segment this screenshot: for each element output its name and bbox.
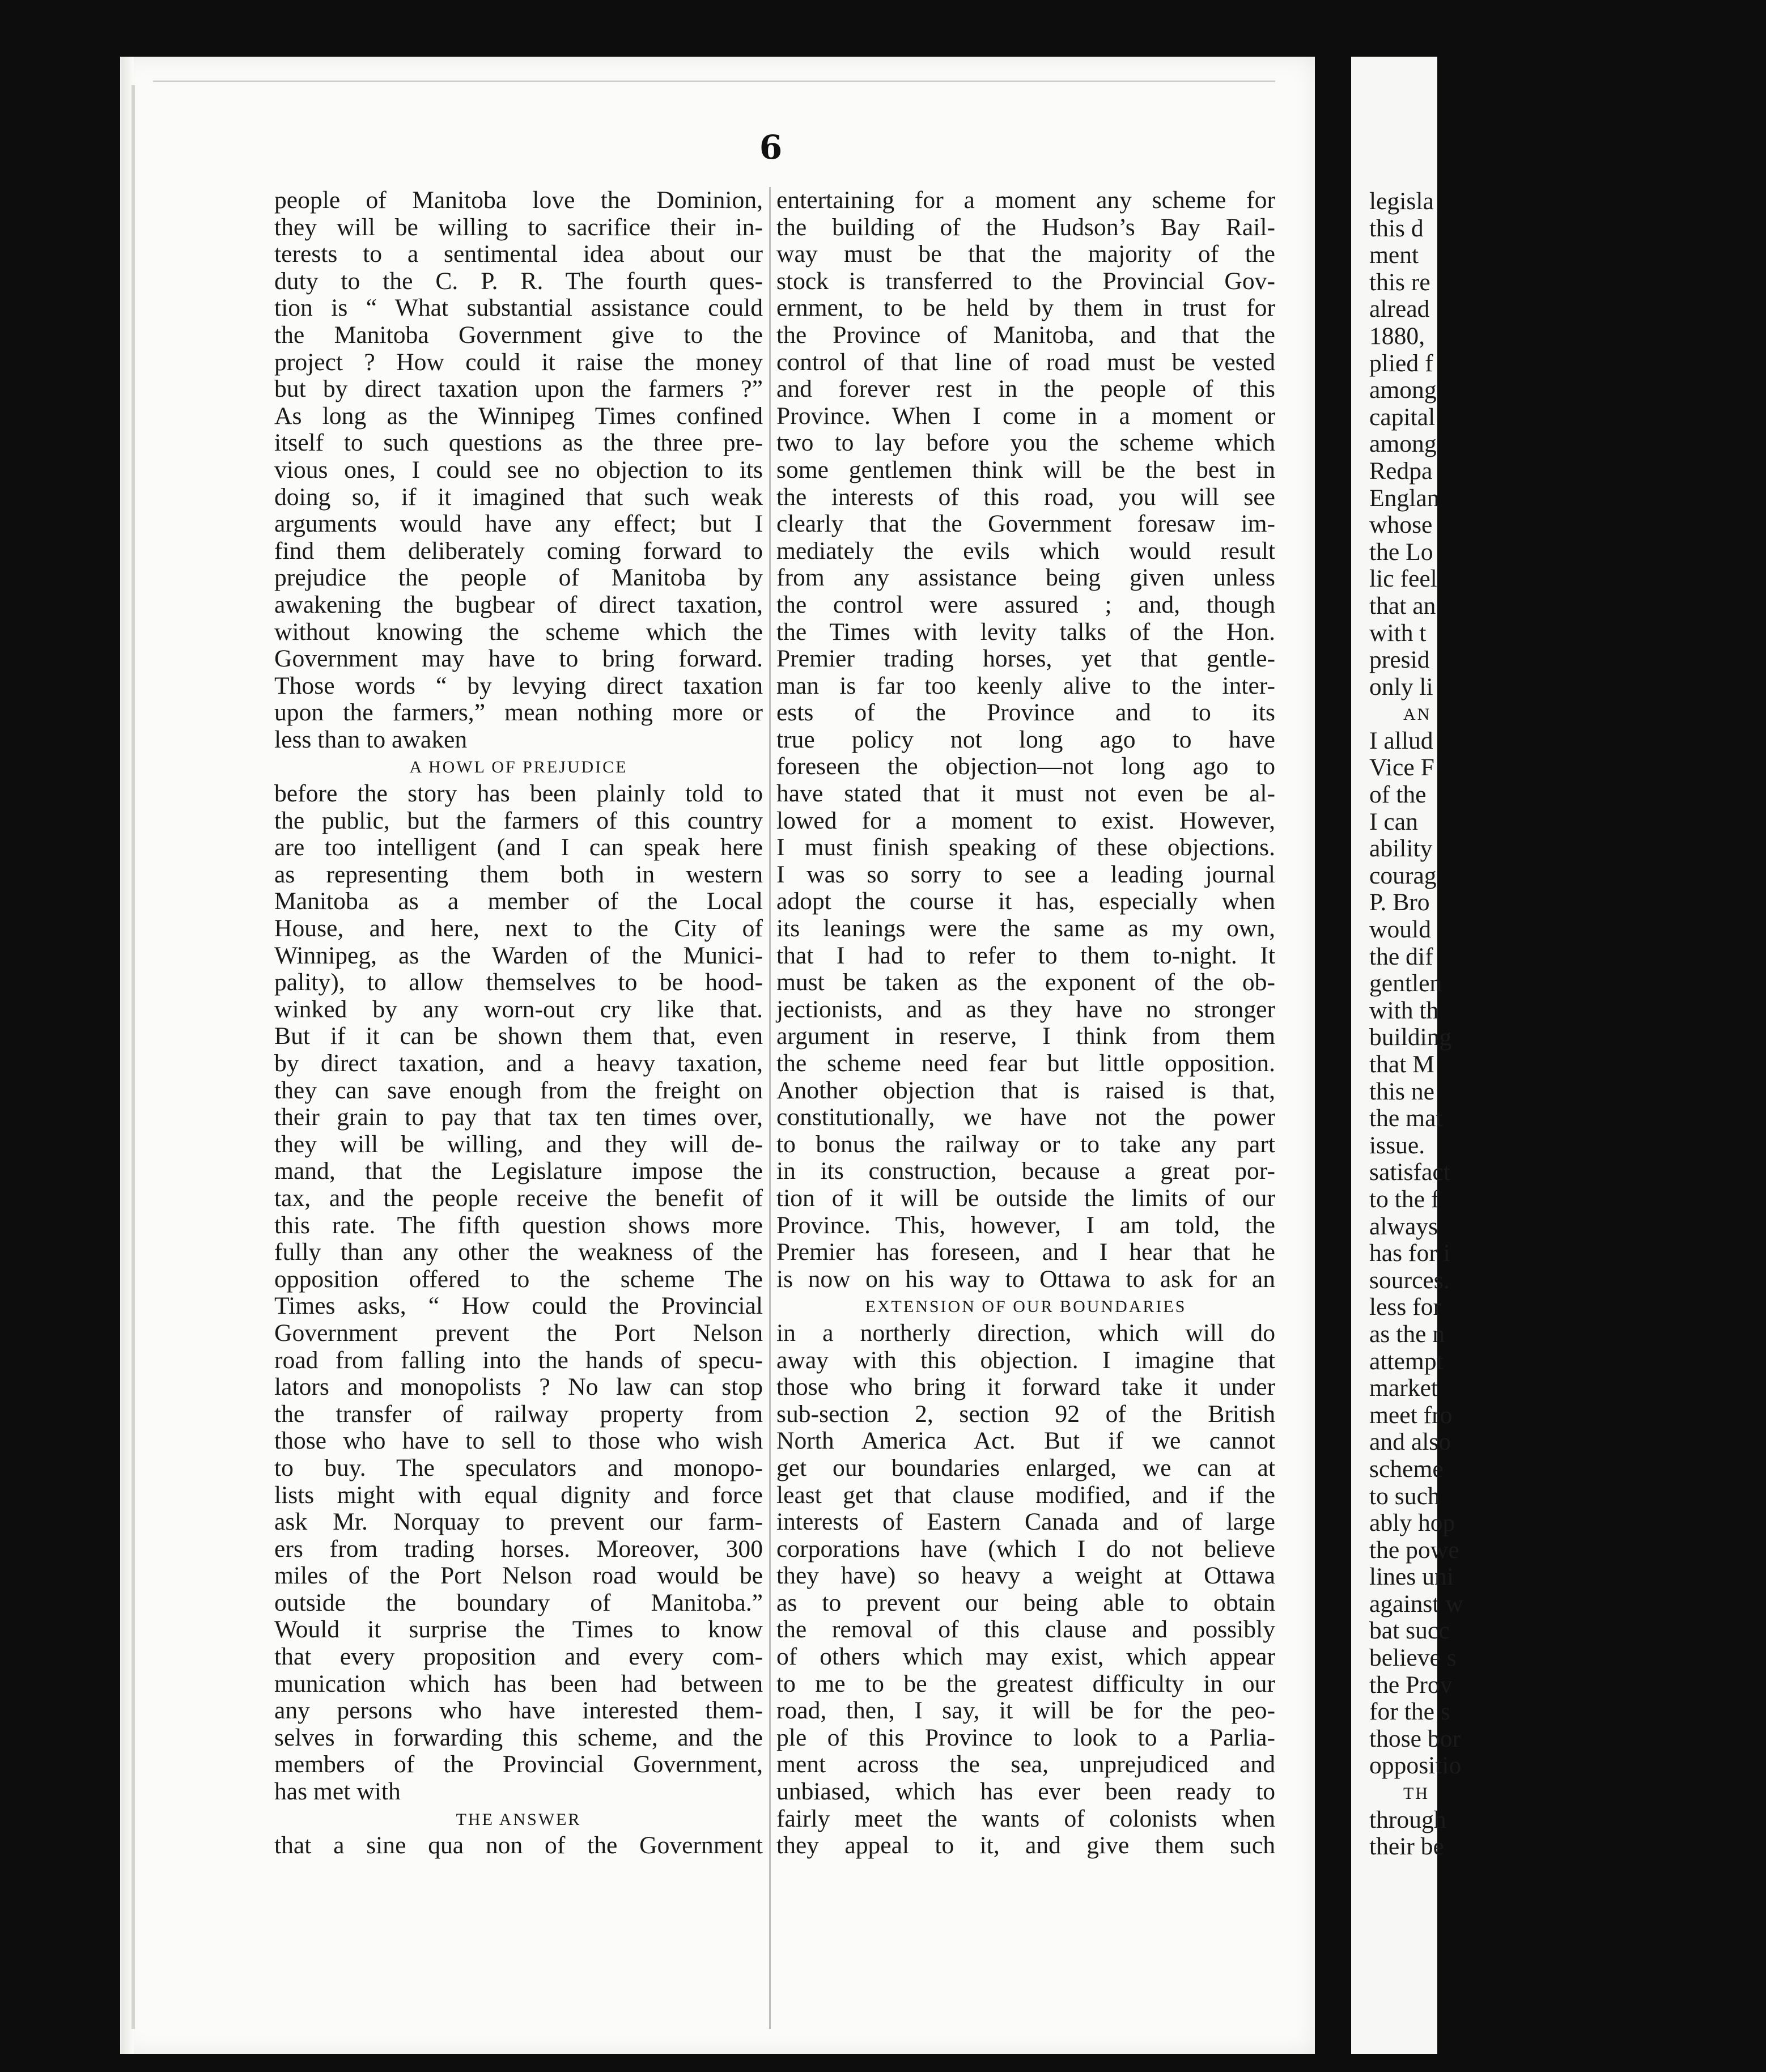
text-line: project ? How could it raise the money (274, 348, 763, 376)
text-line: itself to such questions as the three pre- (274, 429, 763, 457)
text-line: are too intelligent (and I can speak here (274, 834, 763, 861)
text-line: they will be willing, and they will de- (274, 1130, 763, 1158)
page-number: 6 (759, 128, 783, 167)
text-line: opposition offered to the scheme The (274, 1265, 763, 1293)
text-line: Winnipeg, as the Warden of the Munici- (274, 941, 763, 969)
section-heading: THE ANSWER (456, 1810, 581, 1829)
text-line: from any assistance being given unless (776, 564, 1275, 592)
text-line: doing so, if it imagined that such weak (274, 483, 763, 511)
text-line: miles of the Port Nelson road would be (274, 1562, 763, 1590)
text-line: mediately the evils which would result (776, 537, 1275, 564)
text-line: to buy. The speculators and monopo- (274, 1454, 763, 1481)
text-line: tion of it will be outside the limits of our (776, 1184, 1275, 1212)
text-line: the dif (1369, 942, 1433, 970)
text-line: I must finish speaking of these objections. (776, 834, 1275, 861)
text-line: ment across the sea, unprejudiced and (776, 1751, 1275, 1778)
text-line: always (1369, 1212, 1438, 1240)
text-line: to the f (1369, 1185, 1440, 1213)
text-line: road from falling into the hands of specu- (274, 1346, 763, 1374)
text-line: Government may have to bring forward. (274, 645, 763, 673)
column-divider (769, 187, 771, 2029)
text-line: plied f (1369, 349, 1433, 377)
text-line: members of the Provincial Government, (274, 1751, 763, 1778)
text-line: its leanings were the same as my own, (776, 915, 1275, 942)
text-line: issue. (1369, 1131, 1425, 1159)
text-line: has for i (1369, 1239, 1450, 1267)
text-line: get our boundaries enlarged, we can at (776, 1454, 1275, 1481)
text-line: I was so sorry to see a leading journal (776, 860, 1275, 888)
text-line: Those words “ by levying direct taxation (274, 672, 763, 699)
text-line: adopt the course it has, especially when (776, 888, 1275, 915)
text-line: as the n (1369, 1320, 1445, 1348)
text-line: would (1369, 916, 1431, 944)
text-line: away with this objection. I imagine that (776, 1346, 1275, 1374)
text-line: two to lay before you the scheme which (776, 429, 1275, 457)
text-line: P. Bro (1369, 889, 1430, 916)
text-line: the removal of this clause and possibly (776, 1616, 1275, 1644)
text-line: the transfer of railway property from (274, 1400, 763, 1428)
text-line: upon the farmers,” mean nothing more or (274, 699, 763, 727)
text-line: Province. When I come in a moment or (776, 402, 1275, 430)
text-line: lists might with equal dignity and force (274, 1481, 763, 1509)
text-line: in its construction, because a great por- (776, 1157, 1275, 1185)
text-line: this rate. The fifth question shows more (274, 1211, 763, 1239)
text-line: duty to the C. P. R. The fourth ques- (274, 267, 763, 295)
text-line: the control were assured ; and, though (776, 591, 1275, 618)
text-line: to bonus the railway or to take any part (776, 1130, 1275, 1158)
text-line: sources. (1369, 1266, 1450, 1294)
text-line: oppositio (1369, 1752, 1462, 1780)
text-line: lators and monopolists ? No law can stop (274, 1373, 763, 1401)
text-line: have stated that it must not even be al- (776, 780, 1275, 808)
text-column-2 (776, 187, 1275, 1859)
text-line: that every proposition and every com- (274, 1643, 763, 1671)
text-line: scheme (1369, 1455, 1444, 1483)
text-line: ernment, to be held by them in trust for (776, 294, 1275, 322)
text-line: prejudice the people of Manitoba by (274, 564, 763, 592)
text-line: ests of the Province and to its (776, 699, 1275, 727)
text-line: among (1369, 376, 1437, 404)
text-line: that an (1369, 592, 1436, 619)
section-heading: EXTENSION OF OUR BOUNDARIES (865, 1297, 1187, 1317)
text-line: control of that line of road must be vested (776, 348, 1275, 376)
text-line: the Lo (1369, 538, 1433, 566)
text-line: fully than any other the weakness of the (274, 1238, 763, 1266)
text-line: those bor (1369, 1725, 1461, 1752)
text-line: I allud (1369, 727, 1433, 754)
text-line: 1880, (1369, 322, 1425, 350)
text-line: without knowing the scheme which the (274, 618, 763, 646)
text-line: As long as the Winnipeg Times confined (274, 402, 763, 430)
text-line: corporations have (which I do not believe (776, 1535, 1275, 1563)
text-line: awakening the bugbear of direct taxation, (274, 591, 763, 618)
text-line: Premier trading horses, yet that gentle- (776, 645, 1275, 673)
text-line: argument in reserve, I think from them (776, 1022, 1275, 1050)
text-line: of others which may exist, which appear (776, 1643, 1275, 1671)
text-line: they can save enough from the freight on (274, 1076, 763, 1104)
text-line: and also (1369, 1428, 1451, 1456)
text-line: But if it can be shown them that, even (274, 1022, 763, 1050)
text-line: Province. This, however, I am told, the (776, 1211, 1275, 1239)
text-line: entertaining for a moment any scheme for (776, 186, 1275, 214)
text-line: true policy not long ago to have (776, 725, 1275, 753)
text-line: they will be willing to sacrifice their in- (274, 213, 763, 241)
text-line: clearly that the Government foresaw im- (776, 510, 1275, 538)
text-line: has met with (274, 1778, 401, 1806)
text-line: tax, and the people receive the benefit of (274, 1184, 763, 1212)
text-line: Government prevent the Port Nelson (274, 1319, 763, 1347)
text-line: their be (1369, 1833, 1444, 1861)
text-column-1 (274, 187, 763, 1859)
text-line: by direct taxation, and a heavy taxation, (274, 1050, 763, 1077)
text-line: jectionists, and as they have no stronger (776, 995, 1275, 1023)
text-line: winked by any worn-out cry like that. (274, 995, 763, 1023)
text-line: this ne (1369, 1077, 1435, 1105)
text-line: meet fro (1369, 1401, 1453, 1429)
text-line: I can (1369, 808, 1418, 835)
text-line: gentlen (1369, 970, 1442, 997)
adjacent-page-strip (1351, 57, 1463, 2054)
text-line: courag (1369, 861, 1437, 889)
text-line: way must be that the majority of the (776, 240, 1275, 268)
text-line: munication which has been had between (274, 1670, 763, 1697)
text-line: interests of Eastern Canada and of large (776, 1508, 1275, 1536)
text-line: among (1369, 430, 1437, 458)
text-line: market (1369, 1374, 1438, 1402)
section-heading: TH (1403, 1784, 1429, 1803)
text-line: less than to awaken (274, 725, 468, 753)
text-line: those who bring it forward take it under (776, 1373, 1275, 1401)
page-top-rule (153, 80, 1275, 82)
text-line: through (1369, 1806, 1446, 1833)
text-line: Vice F (1369, 754, 1434, 782)
text-line: terests to a sentimental idea about our (274, 240, 763, 268)
text-line: the mat (1369, 1105, 1443, 1132)
text-line: the interests of this road, you will see (776, 483, 1275, 511)
text-line: believe s (1369, 1644, 1457, 1672)
text-line: that a sine qua non of the Government (274, 1832, 763, 1859)
text-line: ple of this Province to look to a Parlia- (776, 1723, 1275, 1751)
text-line: those who have to sell to those who wish (274, 1427, 763, 1455)
text-line: for the s (1369, 1698, 1450, 1726)
text-line: ment (1369, 241, 1419, 269)
text-line: must be taken as the exponent of the ob- (776, 969, 1275, 996)
text-line: the building of the Hudson’s Bay Rail- (776, 213, 1275, 241)
text-line: the public, but the farmers of this country (274, 806, 763, 834)
text-line: arguments would have any effect; but I (274, 510, 763, 538)
text-line: less for (1369, 1293, 1442, 1321)
text-line: Would it surprise the Times to know (274, 1616, 763, 1644)
text-line: that I had to refer to them to-night. It (776, 941, 1275, 969)
text-line: ask Mr. Norquay to prevent our farm- (274, 1508, 763, 1536)
text-line: satisfact (1369, 1158, 1450, 1186)
text-line: unbiased, which has ever been ready to (776, 1778, 1275, 1806)
text-line: capital (1369, 403, 1436, 431)
text-line: this re (1369, 268, 1430, 296)
text-line: alread (1369, 295, 1430, 323)
text-line: Redpa (1369, 457, 1433, 485)
text-line: against w (1369, 1590, 1463, 1617)
text-line: as to prevent our being able to obtain (776, 1589, 1275, 1616)
text-line: with t (1369, 619, 1427, 647)
text-line: Another objection that is raised is that, (776, 1076, 1275, 1104)
text-line: Manitoba as a member of the Local (274, 888, 763, 915)
text-line: presid (1369, 646, 1430, 674)
text-line: this d (1369, 214, 1424, 242)
text-line: stock is transferred to the Provincial Gov- (776, 267, 1275, 295)
text-line: constitutionally, we have not the power (776, 1103, 1275, 1131)
text-line: vious ones, I could see no objection to its (274, 456, 763, 483)
text-line: outside the boundary of Manitoba.” (274, 1589, 763, 1616)
text-line: least get that clause modified, and if the (776, 1481, 1275, 1509)
text-line: House, and here, next to the City of (274, 915, 763, 942)
text-line: to me to be the greatest difficulty in our (776, 1670, 1275, 1697)
text-line: attempt (1369, 1347, 1444, 1375)
text-line: Englan (1369, 484, 1440, 512)
text-line: selves in forwarding this scheme, and the (274, 1723, 763, 1751)
text-line: their grain to pay that tax ten times over, (274, 1103, 763, 1131)
text-line: is now on his way to Ottawa to ask for an (776, 1265, 1275, 1293)
text-line: legisla (1369, 188, 1434, 215)
text-line: man is far too keenly alive to the inter- (776, 672, 1275, 699)
text-line: tion is “ What substantial assistance could (274, 294, 763, 322)
text-line: fairly meet the wants of colonists when (776, 1804, 1275, 1832)
text-line: whose (1369, 511, 1433, 539)
binding-fold (131, 85, 135, 2029)
text-line: the scheme need fear but little opposition. (776, 1050, 1275, 1077)
text-line: but by direct taxation upon the farmers ?” (274, 375, 763, 403)
text-line: any persons who have interested them- (274, 1697, 763, 1725)
text-line: with th (1369, 996, 1439, 1024)
text-line: ers from trading horses. Moreover, 300 (274, 1535, 763, 1563)
text-line: Premier has foreseen, and I hear that he (776, 1238, 1275, 1266)
text-line: and forever rest in the people of this (776, 375, 1275, 403)
text-line: only li (1369, 673, 1433, 700)
text-line: that M (1369, 1051, 1435, 1078)
text-line: the Manitoba Government give to the (274, 321, 763, 349)
text-line: the powe (1369, 1536, 1459, 1564)
text-line: mand, that the Legislature impose the (274, 1157, 763, 1185)
text-line: in a northerly direction, which will do (776, 1319, 1275, 1347)
text-line: Times asks, “ How could the Provincial (274, 1292, 763, 1320)
text-line: the Prov (1369, 1671, 1453, 1699)
text-line: find them deliberately coming forward to (274, 537, 763, 564)
text-line: road, then, I say, it will be for the peo- (776, 1697, 1275, 1725)
section-heading: AN (1403, 705, 1432, 724)
text-line: the Province of Manitoba, and that the (776, 321, 1275, 349)
text-line: lines uni (1369, 1563, 1454, 1591)
text-line: sub-section 2, section 92 of the British (776, 1400, 1275, 1428)
text-line: ably hop (1369, 1509, 1455, 1537)
text-line: they have) so heavy a weight at Ottawa (776, 1562, 1275, 1590)
text-line: lic feel (1369, 565, 1437, 593)
text-line: lowed for a moment to exist. However, (776, 806, 1275, 834)
text-line: people of Manitoba love the Dominion, (274, 186, 763, 214)
text-column-3-fragment (1369, 188, 1766, 1861)
text-line: as representing them both in western (274, 860, 763, 888)
section-heading: A HOWL OF PREJUDICE (409, 758, 628, 777)
text-line: bat succ (1369, 1617, 1450, 1645)
text-line: some gentlemen think will be the best in (776, 456, 1275, 483)
text-line: to such (1369, 1482, 1440, 1510)
text-line: of the (1369, 781, 1427, 809)
text-line: before the story has been plainly told to (274, 780, 763, 808)
text-line: North America Act. But if we cannot (776, 1427, 1275, 1455)
text-line: they appeal to it, and give them such (776, 1832, 1275, 1859)
text-line: building (1369, 1024, 1452, 1051)
text-line: the Times with levity talks of the Hon. (776, 618, 1275, 646)
text-line: ability (1369, 835, 1433, 863)
text-line: pality), to allow themselves to be hood- (274, 969, 763, 996)
text-line: foreseen the objection—not long ago to (776, 753, 1275, 780)
